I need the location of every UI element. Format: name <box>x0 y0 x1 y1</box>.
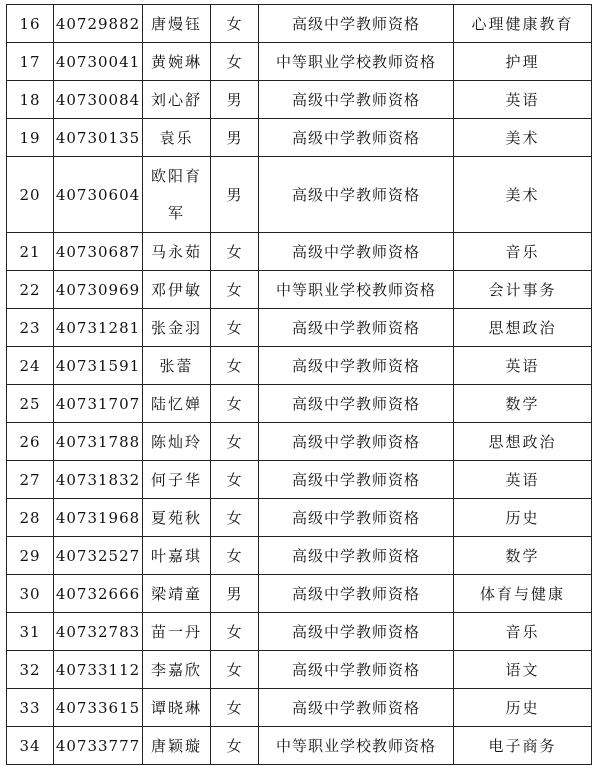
table-row <box>7 727 592 765</box>
qualification-type: 高级中学教师资格 <box>259 81 454 119</box>
table-row <box>7 423 592 461</box>
row-number: 32 <box>7 651 54 689</box>
candidate-gender: 男 <box>211 157 259 233</box>
table-row <box>7 157 592 233</box>
teaching-subject: 音乐 <box>454 613 592 651</box>
row-number: 33 <box>7 689 54 727</box>
candidate-id: 40731788 <box>54 423 143 461</box>
teaching-subject: 音乐 <box>454 233 592 271</box>
teaching-subject: 思想政治 <box>454 423 592 461</box>
teaching-subject: 美术 <box>454 119 592 157</box>
table-row <box>7 119 592 157</box>
teaching-subject: 心理健康教育 <box>454 5 592 43</box>
qualification-type: 高级中学教师资格 <box>259 233 454 271</box>
row-number: 18 <box>7 81 54 119</box>
qualification-roster-table <box>6 4 592 765</box>
candidate-name: 梁靖童 <box>143 575 211 613</box>
candidate-name: 叶嘉琪 <box>143 537 211 575</box>
candidate-id: 40729882 <box>54 5 143 43</box>
qualification-type: 高级中学教师资格 <box>259 651 454 689</box>
teaching-subject: 语文 <box>454 651 592 689</box>
row-number: 25 <box>7 385 54 423</box>
candidate-name: 苗一丹 <box>143 613 211 651</box>
candidate-gender: 女 <box>211 309 259 347</box>
teaching-subject: 数学 <box>454 537 592 575</box>
candidate-name: 张金羽 <box>143 309 211 347</box>
qualification-type: 中等职业学校教师资格 <box>259 271 454 309</box>
row-number: 20 <box>7 157 54 233</box>
teaching-subject: 会计事务 <box>454 271 592 309</box>
candidate-gender: 女 <box>211 461 259 499</box>
teaching-subject: 历史 <box>454 689 592 727</box>
table-row <box>7 613 592 651</box>
row-number: 23 <box>7 309 54 347</box>
teaching-subject: 体育与健康 <box>454 575 592 613</box>
teaching-subject: 历史 <box>454 499 592 537</box>
teaching-subject: 思想政治 <box>454 309 592 347</box>
table-row <box>7 81 592 119</box>
candidate-name: 谭晓琳 <box>143 689 211 727</box>
candidate-id: 40730084 <box>54 81 143 119</box>
candidate-name: 陈灿玲 <box>143 423 211 461</box>
candidate-name: 马永茹 <box>143 233 211 271</box>
row-number: 16 <box>7 5 54 43</box>
row-number: 29 <box>7 537 54 575</box>
candidate-name: 夏苑秋 <box>143 499 211 537</box>
candidate-gender: 女 <box>211 499 259 537</box>
candidate-name: 何子华 <box>143 461 211 499</box>
row-number: 28 <box>7 499 54 537</box>
qualification-type: 中等职业学校教师资格 <box>259 43 454 81</box>
candidate-gender: 女 <box>211 689 259 727</box>
table-row <box>7 499 592 537</box>
qualification-type: 高级中学教师资格 <box>259 5 454 43</box>
qualification-type: 高级中学教师资格 <box>259 499 454 537</box>
table-row <box>7 575 592 613</box>
candidate-gender: 女 <box>211 271 259 309</box>
qualification-type: 高级中学教师资格 <box>259 575 454 613</box>
row-number: 27 <box>7 461 54 499</box>
table-row <box>7 651 592 689</box>
table-row <box>7 689 592 727</box>
candidate-id: 40731591 <box>54 347 143 385</box>
qualification-type: 高级中学教师资格 <box>259 157 454 233</box>
candidate-id: 40730041 <box>54 43 143 81</box>
candidate-name: 张蕾 <box>143 347 211 385</box>
table-row <box>7 271 592 309</box>
candidate-gender: 男 <box>211 81 259 119</box>
row-number: 34 <box>7 727 54 765</box>
candidate-name: 黄婉琳 <box>143 43 211 81</box>
table-row <box>7 43 592 81</box>
candidate-id: 40732783 <box>54 613 143 651</box>
candidate-gender: 女 <box>211 613 259 651</box>
candidate-id: 40732527 <box>54 537 143 575</box>
candidate-gender: 女 <box>211 5 259 43</box>
teaching-subject: 英语 <box>454 347 592 385</box>
table-row <box>7 347 592 385</box>
candidate-name: 邓伊敏 <box>143 271 211 309</box>
candidate-gender: 女 <box>211 423 259 461</box>
candidate-name: 唐熳钰 <box>143 5 211 43</box>
candidate-id: 40731968 <box>54 499 143 537</box>
candidate-id: 40733112 <box>54 651 143 689</box>
candidate-name: 唐颖璇 <box>143 727 211 765</box>
table-row <box>7 5 592 43</box>
candidate-gender: 女 <box>211 537 259 575</box>
candidate-id: 40730969 <box>54 271 143 309</box>
table-row <box>7 309 592 347</box>
candidate-gender: 女 <box>211 385 259 423</box>
candidate-id: 40730604 <box>54 157 143 233</box>
candidate-gender: 女 <box>211 233 259 271</box>
candidate-gender: 男 <box>211 575 259 613</box>
table-row <box>7 233 592 271</box>
candidate-id: 40733777 <box>54 727 143 765</box>
qualification-type: 高级中学教师资格 <box>259 309 454 347</box>
qualification-type: 高级中学教师资格 <box>259 385 454 423</box>
teaching-subject: 美术 <box>454 157 592 233</box>
candidate-name: 欧阳育军 <box>143 157 211 233</box>
qualification-type: 高级中学教师资格 <box>259 461 454 499</box>
teaching-subject: 数学 <box>454 385 592 423</box>
candidate-gender: 女 <box>211 651 259 689</box>
candidate-id: 40730687 <box>54 233 143 271</box>
candidate-name: 陆忆婵 <box>143 385 211 423</box>
row-number: 26 <box>7 423 54 461</box>
candidate-name: 袁乐 <box>143 119 211 157</box>
row-number: 19 <box>7 119 54 157</box>
candidate-id: 40731281 <box>54 309 143 347</box>
candidate-name: 刘心舒 <box>143 81 211 119</box>
row-number: 30 <box>7 575 54 613</box>
table-row <box>7 385 592 423</box>
qualification-type: 高级中学教师资格 <box>259 423 454 461</box>
candidate-id: 40731707 <box>54 385 143 423</box>
qualification-type: 高级中学教师资格 <box>259 689 454 727</box>
qualification-type: 高级中学教师资格 <box>259 537 454 575</box>
candidate-gender: 女 <box>211 347 259 385</box>
row-number: 17 <box>7 43 54 81</box>
teaching-subject: 电子商务 <box>454 727 592 765</box>
table-row <box>7 537 592 575</box>
row-number: 31 <box>7 613 54 651</box>
candidate-gender: 男 <box>211 119 259 157</box>
candidate-gender: 女 <box>211 727 259 765</box>
qualification-type: 中等职业学校教师资格 <box>259 727 454 765</box>
qualification-type: 高级中学教师资格 <box>259 347 454 385</box>
row-number: 22 <box>7 271 54 309</box>
candidate-gender: 女 <box>211 43 259 81</box>
candidate-id: 40732666 <box>54 575 143 613</box>
table-row <box>7 461 592 499</box>
candidate-id: 40733615 <box>54 689 143 727</box>
teaching-subject: 英语 <box>454 81 592 119</box>
qualification-type: 高级中学教师资格 <box>259 119 454 157</box>
qualification-type: 高级中学教师资格 <box>259 613 454 651</box>
candidate-id: 40731832 <box>54 461 143 499</box>
teaching-subject: 护理 <box>454 43 592 81</box>
row-number: 24 <box>7 347 54 385</box>
candidate-id: 40730135 <box>54 119 143 157</box>
candidate-name: 李嘉欣 <box>143 651 211 689</box>
teaching-subject: 英语 <box>454 461 592 499</box>
row-number: 21 <box>7 233 54 271</box>
